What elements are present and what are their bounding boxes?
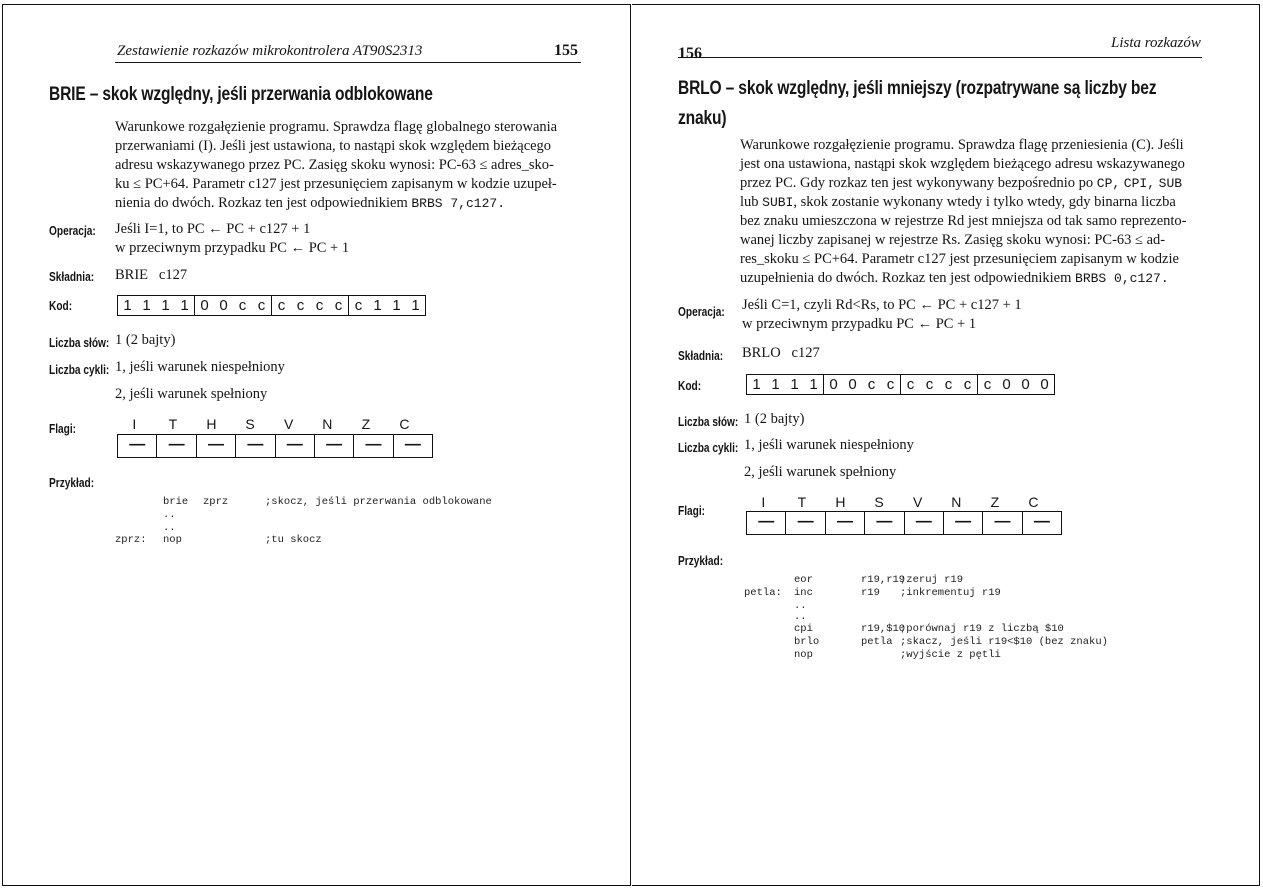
code-args: petla — [861, 636, 893, 648]
description-line: res_skoku ≤ PC+64. Parametr c127 jest przesunięciem zapisanym w kodzie — [740, 251, 1179, 267]
flag-name: T — [797, 494, 807, 510]
code-comment: ;zeruj r19 — [900, 574, 964, 586]
skladnia-label: Składnia: — [49, 269, 95, 284]
flag-values — [117, 434, 433, 458]
code-label: petla: — [744, 587, 782, 599]
opcode-nibble — [349, 296, 425, 315]
description-code: BRBS 0,c127. — [1075, 271, 1169, 286]
opcode-bit: c — [944, 376, 953, 393]
flag-name: C — [1028, 494, 1039, 510]
liczba-slow-value: 1 (2 bajty) — [115, 332, 176, 348]
code-comment: ;inkrementuj r19 — [900, 587, 1001, 599]
opcode-bit: c — [334, 297, 343, 314]
description-line: Warunkowe rozgałęzienie programu. Sprawdza flagę przeniesienia (C). Jeśli — [740, 137, 1184, 153]
flag-name: T — [168, 416, 178, 432]
operacja-label: Operacja: — [678, 304, 725, 319]
code-comment: ;tu skocz — [265, 534, 322, 546]
description-line: wanej liczby zapisanej w rejestrze Rs. Zasięg skoku wynosi: PC-63 ≤ ad- — [740, 232, 1166, 248]
opcode-bit: 1 — [373, 297, 382, 314]
left-page — [2, 4, 631, 886]
page-number: 155 — [554, 42, 578, 59]
opcode-bit: 1 — [411, 297, 420, 314]
description-line: lub SUBI, skok zostanie wykonany wtedy i tylko wtedy, gdy binarna liczba — [740, 194, 1176, 210]
opcode-bit: 1 — [161, 297, 170, 314]
opcode-bit: c — [963, 376, 972, 393]
opcode-bit: c — [315, 297, 324, 314]
flag-name: S — [245, 416, 255, 432]
code-instr: .. — [163, 509, 176, 521]
flag-name: Z — [990, 494, 1000, 510]
flag-value: — — [157, 435, 196, 457]
operacja-label: Operacja: — [49, 223, 96, 238]
opcode-bit: 1 — [809, 376, 818, 393]
flag-name: I — [761, 494, 766, 510]
operacja-line: w przeciwnym przypadku PC ← PC + 1 — [742, 316, 977, 332]
description-line: adresu wskazywanego przez PC. Zasięg skoku wynosi: PC-63 ≤ adres_sko- — [115, 157, 554, 173]
skladnia-label: Składnia: — [678, 348, 724, 363]
flag-name: V — [913, 494, 923, 510]
flag-value: — — [315, 435, 354, 457]
opcode-bit: 1 — [790, 376, 799, 393]
flag-value: — — [786, 512, 825, 534]
code-instr: .. — [794, 600, 807, 612]
code-instr: brie — [163, 496, 189, 508]
flag-value: — — [1033, 513, 1050, 530]
opcode-bit: 0 — [829, 376, 838, 393]
header-rule — [115, 62, 581, 63]
description-line: bez znaku umieszczona w rejestrze Rd jest mniejsza od tak samo reprezento- — [740, 213, 1187, 229]
opcode-bit: 1 — [771, 376, 780, 393]
liczba-slow-label: Liczba słów: — [678, 414, 739, 429]
kod-label: Kod: — [678, 378, 702, 393]
running-header-title: Zestawienie rozkazów mikrokontrolera AT90S2313 — [117, 43, 423, 59]
opcode-bit: 0 — [1021, 376, 1030, 393]
flag-value: — — [983, 512, 1022, 534]
opcode-bit: 0 — [219, 297, 228, 314]
description-line: ku ≤ PC+64. Parametr c127 jest przesunięciem zapisanym w kodzie uzupeł- — [115, 176, 557, 192]
description-code: BRBS 7,c127. — [411, 196, 505, 211]
flag-name: I — [132, 416, 137, 432]
description-line: przez PC. Gdy rozkaz ten jest wykonywany bezpośrednio po CP, CPI, SUB — [740, 175, 1183, 191]
opcode-nibble — [118, 296, 195, 315]
opcode-bit: c — [238, 297, 247, 314]
running-header-title: Lista rozkazów — [1111, 35, 1201, 51]
code-args: zprz — [203, 496, 229, 508]
operacja-line: Jeśli C=1, czyli Rd<Rs, to PC ← PC + c127 + 1 — [742, 297, 1022, 313]
code-instr: .. — [163, 522, 176, 534]
code-instr: cpi — [794, 623, 813, 635]
opcode-bit: 1 — [142, 297, 151, 314]
code-instr: eor — [794, 574, 813, 586]
opcode-bit: c — [277, 297, 286, 314]
description-line: nienia do dwóch. Rozkaz ten jest odpowiednikiem BRBS 7,c127. — [115, 195, 505, 211]
header-rule — [678, 57, 1202, 58]
flag-value: — — [118, 435, 157, 457]
opcode-bit: 0 — [200, 297, 209, 314]
opcode-bit: 1 — [392, 297, 401, 314]
description-line: jest ona ustawiona, nastąpi skok względem bieżącego adresu wskazywanego — [740, 156, 1185, 172]
flag-names — [744, 494, 1053, 510]
opcode-bit: 0 — [1040, 376, 1049, 393]
flag-name: H — [835, 494, 846, 510]
flag-value: — — [354, 435, 393, 457]
opcode-bit: 0 — [1002, 376, 1011, 393]
liczba-cykli-label: Liczba cykli: — [49, 362, 110, 377]
opcode-nibble — [195, 296, 272, 315]
skladnia-value: BRIE c127 — [115, 267, 188, 283]
flag-value: — — [865, 512, 904, 534]
flag-values — [746, 511, 1062, 535]
instruction-heading-cont: znaku) — [678, 108, 727, 129]
opcode-nibble — [747, 375, 824, 394]
code-instr: brlo — [794, 636, 820, 648]
opcode-nibble — [978, 375, 1054, 394]
flagi-label: Flagi: — [49, 421, 77, 436]
code-args: r19,$10 — [861, 623, 906, 635]
flag-value: — — [905, 512, 944, 534]
skladnia-value: BRLO c127 — [742, 345, 820, 361]
opcode-bit: 1 — [123, 297, 132, 314]
opcode-nibble — [901, 375, 978, 394]
flag-value: — — [747, 512, 786, 534]
flag-name: N — [322, 416, 333, 432]
code-args: r19,r19 — [861, 574, 906, 586]
opcode-nibble — [272, 296, 349, 315]
cykli-line: 2, jeśli warunek spełniony — [115, 386, 268, 402]
flag-names — [115, 416, 424, 432]
description-line: Warunkowe rozgałęzienie programu. Sprawdza flagę globalnego sterowania — [115, 119, 558, 135]
opcode-bit: c — [925, 376, 934, 393]
liczba-slow-value: 1 (2 bajty) — [744, 411, 805, 427]
opcode-nibble — [824, 375, 901, 394]
opcode-box — [117, 295, 426, 316]
page-number: 156 — [678, 45, 702, 62]
flag-name: V — [284, 416, 294, 432]
flag-value: — — [236, 435, 275, 457]
description-line: uzupełnienia do dwóch. Rozkaz ten jest odpowiednikiem BRBS 0,c127. — [740, 270, 1169, 286]
flag-name: C — [399, 416, 410, 432]
flag-name: H — [206, 416, 217, 432]
opcode-bit: c — [983, 376, 992, 393]
code-comment: ;wyjście z pętli — [900, 649, 1001, 661]
code-instr: nop — [794, 649, 813, 661]
description — [740, 136, 1204, 288]
opcode-box — [746, 374, 1055, 395]
flag-value: — — [944, 512, 983, 534]
flag-name: S — [874, 494, 884, 510]
opcode-bit: c — [886, 376, 895, 393]
code-instr: inc — [794, 587, 813, 599]
code-comment: ;porównaj r19 z liczbą $10 — [900, 623, 1064, 635]
instruction-heading: BRIE – skok względny, jeśli przerwania odblokowane — [49, 84, 433, 105]
operacja-line: Jeśli I=1, to PC ← PC + c127 + 1 — [115, 221, 311, 237]
code-args: r19 — [861, 587, 880, 599]
cykli-line: 1, jeśli warunek niespełniony — [115, 359, 285, 375]
przyklad-label: Przykład: — [49, 475, 95, 490]
liczba-cykli-label: Liczba cykli: — [678, 440, 739, 455]
opcode-bit: c — [257, 297, 266, 314]
description-line: przerwaniami (I). Jeśli jest ustawiona, to nastąpi skok względem bieżącego — [115, 138, 552, 154]
cykli-line: 1, jeśli warunek niespełniony — [744, 437, 914, 453]
cykli-line: 2, jeśli warunek spełniony — [744, 464, 897, 480]
flag-value: — — [404, 436, 421, 453]
liczba-slow-label: Liczba słów: — [49, 335, 110, 350]
description — [115, 118, 581, 213]
flag-value: — — [197, 435, 236, 457]
kod-label: Kod: — [49, 298, 73, 313]
code-comment: ;skocz, jeśli przerwania odblokowane — [265, 496, 492, 508]
code-label: zprz: — [115, 534, 147, 546]
opcode-bit: 0 — [848, 376, 857, 393]
flagi-label: Flagi: — [678, 503, 706, 518]
flag-value: — — [826, 512, 865, 534]
opcode-bit: 1 — [752, 376, 761, 393]
code-instr: .. — [794, 611, 807, 623]
code-comment: ;skacz, jeśli r19<$10 (bez znaku) — [900, 636, 1108, 648]
opcode-bit: 1 — [180, 297, 189, 314]
flag-name: N — [951, 494, 962, 510]
code-instr: nop — [163, 534, 182, 546]
operacja-line: w przeciwnym przypadku PC ← PC + 1 — [115, 240, 350, 256]
opcode-bit: c — [354, 297, 363, 314]
right-page — [632, 4, 1260, 886]
flag-name: Z — [361, 416, 371, 432]
opcode-bit: c — [296, 297, 305, 314]
instruction-heading: BRLO – skok względny, jeśli mniejszy (rozpatrywane są liczby bez — [678, 78, 1157, 99]
przyklad-label: Przykład: — [678, 553, 724, 568]
flag-value: — — [276, 435, 315, 457]
opcode-bit: c — [906, 376, 915, 393]
opcode-bit: c — [867, 376, 876, 393]
